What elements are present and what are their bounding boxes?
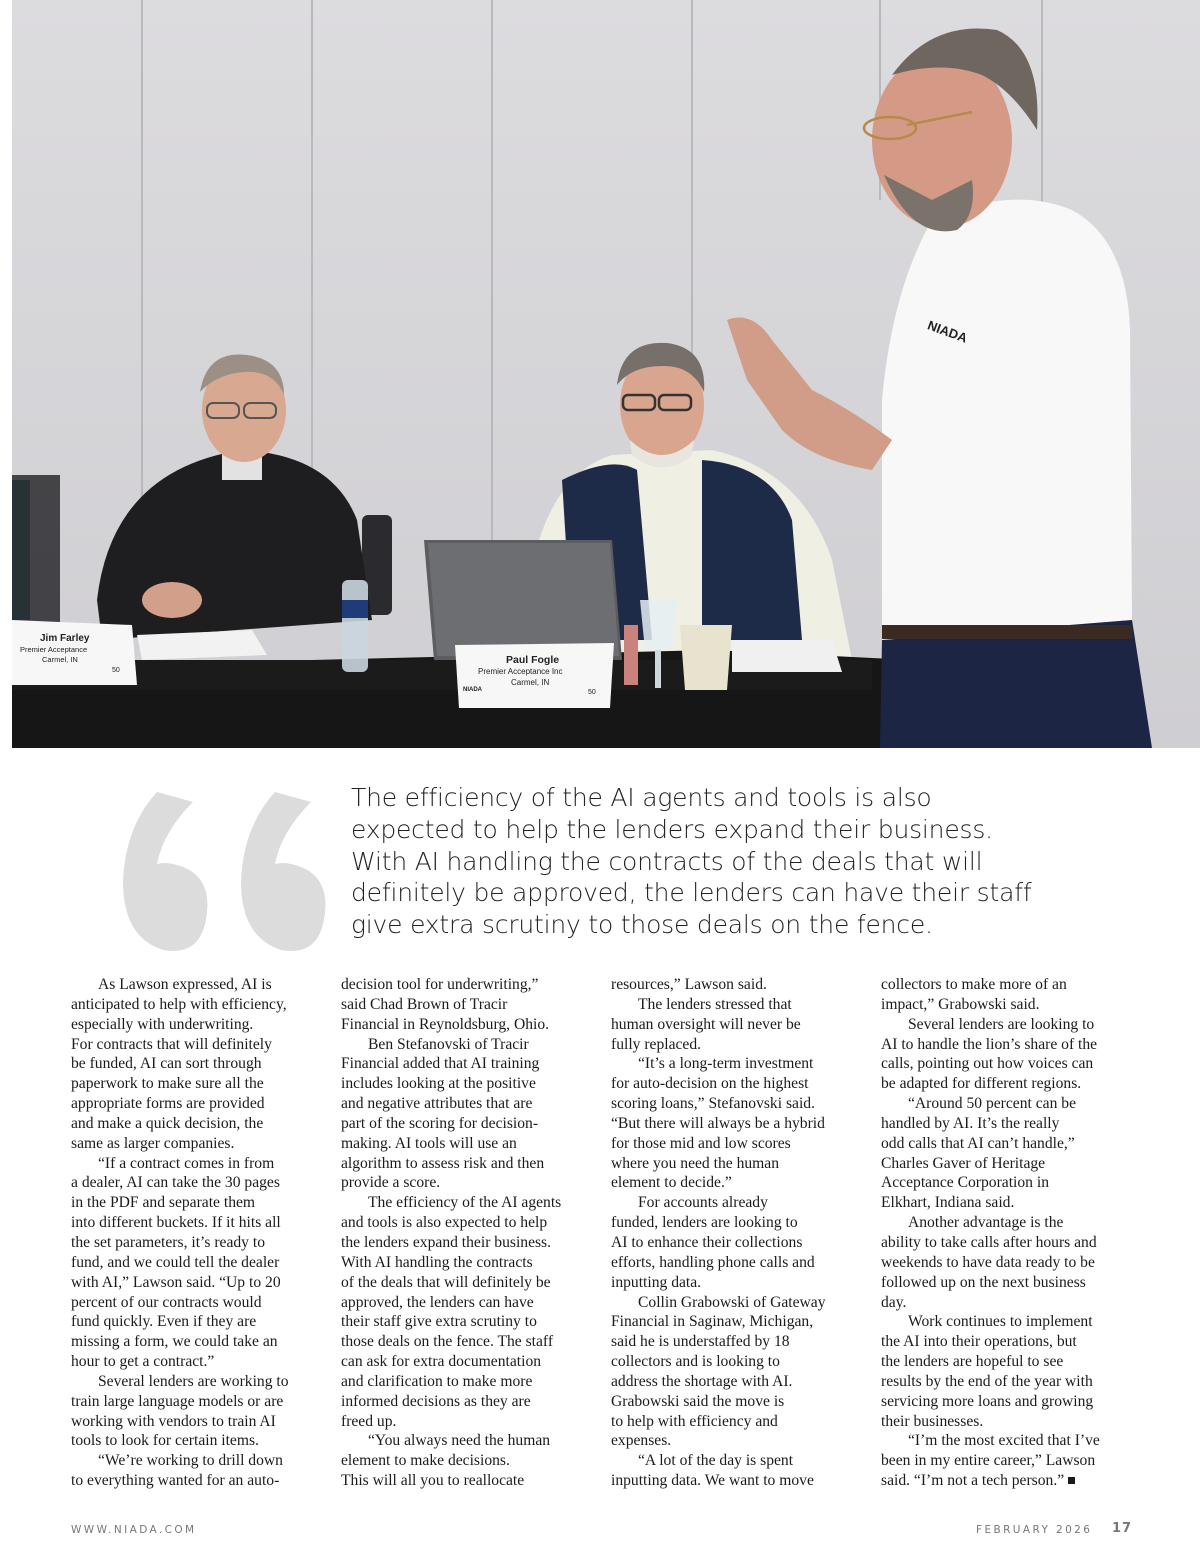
article-line: approved, the lenders can have [341, 1293, 534, 1311]
article-line: part of the scoring for decision- [341, 1114, 539, 1132]
article-line: those deals on the fence. The staff [341, 1333, 554, 1351]
article-line: “A lot of the day is spent [638, 1452, 794, 1470]
article-line: AI to enhance their collections [611, 1233, 803, 1251]
article-line: weekends to have data ready to be [881, 1253, 1095, 1271]
footer-website[interactable]: WWW.NIADA.COM [71, 1524, 197, 1536]
article-line: in the PDF and separate them [71, 1194, 256, 1212]
article-column-3 [611, 975, 863, 1491]
article-line: said he is understaffed by 18 [611, 1333, 790, 1351]
article-line: and make a quick decision, the [71, 1114, 264, 1132]
article-line: algorithm to assess risk and then [341, 1154, 545, 1172]
article-line: be adapted for different regions. [881, 1075, 1082, 1093]
article-line: element to decide.” [611, 1174, 732, 1192]
article-line: percent of our contracts would [71, 1293, 262, 1311]
article-line: with AI,” Lawson said. “Up to 20 [71, 1273, 281, 1291]
article-line: “But there will always be a hybrid [611, 1114, 825, 1132]
article-line: to everything wanted for an auto- [71, 1472, 280, 1490]
article-line: odd calls that AI can’t handle,” [881, 1134, 1075, 1152]
article-line: be funded, AI can sort through [71, 1055, 262, 1073]
article-line: For contracts that will definitely [71, 1035, 272, 1053]
article-line: inputting data. We want to move [611, 1472, 814, 1490]
article-line: The lenders stressed that [638, 995, 792, 1013]
article-line: address the shortage with AI. [611, 1372, 793, 1390]
article-line: collectors and is looking to [611, 1353, 780, 1371]
article-line: Several lenders are working to [98, 1372, 289, 1390]
article-line: their businesses. [881, 1412, 984, 1430]
article-line: element to make decisions. [341, 1452, 510, 1470]
article-line: AI to handle the lion’s share of the [881, 1035, 1098, 1053]
name-placard-right [455, 643, 614, 708]
page-number: 17 [1112, 1521, 1133, 1536]
article-line: for auto-decision on the highest [611, 1075, 809, 1093]
article-line: With AI handling the contracts [341, 1253, 533, 1271]
article-line: expenses. [611, 1432, 672, 1450]
article-line: day. [881, 1293, 907, 1311]
article-line: funded, lenders are looking to [611, 1214, 798, 1232]
article-line: impact,” Grabowski said. [881, 995, 1040, 1013]
article-column-4 [881, 975, 1133, 1491]
article-line: “Around 50 percent can be [908, 1095, 1076, 1113]
article-line: Acceptance Corporation in [881, 1174, 1049, 1192]
article-line: “If a contract comes in from [98, 1154, 275, 1172]
article-line: been in my entire career,” Lawson [881, 1452, 1096, 1470]
placard-left-number: 50 [112, 667, 120, 674]
article-line: same as larger companies. [71, 1134, 235, 1152]
article-line: especially with underwriting. [71, 1015, 254, 1033]
article-line: missing a form, we could take an [71, 1333, 278, 1351]
article-line: servicing more loans and growing [881, 1392, 1094, 1410]
article-line: Elkhart, Indiana said. [881, 1194, 1015, 1212]
article-line: a dealer, AI can take the 30 pages [71, 1174, 280, 1192]
quote-mark-icon [85, 752, 335, 962]
placard-left-city: Carmel, IN [42, 655, 78, 664]
pull-quote-line: The efficiency of the AI agents and tools is also [351, 783, 932, 812]
footer-issue-date: FEBRUARY 2026 [976, 1524, 1093, 1536]
article-line: paperwork to make sure all the [71, 1075, 264, 1093]
article-line: results by the end of the year with [881, 1372, 1093, 1390]
article-line: can ask for extra documentation [341, 1353, 542, 1371]
article-line: appropriate forms are provided [71, 1095, 265, 1113]
article-line: includes looking at the positive [341, 1075, 536, 1093]
article-line: decision tool for underwriting,” [341, 976, 539, 993]
article-line: ability to take calls after hours and [881, 1233, 1097, 1251]
article-line: informed decisions as they are [341, 1392, 531, 1410]
article-line: and clarification to make more [341, 1372, 533, 1390]
placard-left-name: Jim Farley [40, 633, 90, 644]
article-line: where you need the human [611, 1154, 780, 1172]
article-line: the AI into their operations, but [881, 1333, 1077, 1351]
article-line: the set parameters, it’s ready to [71, 1233, 265, 1251]
article-line: provide a score. [341, 1174, 441, 1192]
article-line: tools to look for certain items. [71, 1432, 259, 1450]
article-line: freed up. [341, 1412, 397, 1430]
article-line: Financial in Saginaw, Michigan, [611, 1313, 814, 1331]
article-line: their staff give extra scrutiny to [341, 1313, 537, 1331]
article-line: Another advantage is the [908, 1214, 1064, 1232]
article-line: the lenders expand their business. [341, 1233, 552, 1251]
article-line: making. AI tools will use an [341, 1134, 517, 1152]
article-line: “We’re working to drill down [98, 1452, 283, 1470]
article-line: into different buckets. If it hits all [71, 1214, 281, 1232]
article-line: resources,” Lawson said. [611, 976, 767, 993]
article-line: Collin Grabowski of Gateway [638, 1293, 826, 1311]
article-line: Ben Stefanovski of Tracir [368, 1035, 529, 1053]
article-line: to help with efficiency and [611, 1412, 778, 1430]
article-line: Several lenders are looking to [908, 1015, 1095, 1033]
pull-quote [351, 782, 1151, 941]
article-line: train large language models or are [71, 1392, 284, 1410]
article-line: the lenders are hopeful to see [881, 1353, 1064, 1371]
article-line: As Lawson expressed, AI is [98, 976, 272, 993]
article-line: and tools is also expected to help [341, 1214, 548, 1232]
article-line: Grabowski said the move is [611, 1392, 785, 1410]
article-line: hour to get a contract.” [71, 1353, 215, 1371]
article-column-2 [341, 975, 593, 1491]
placard-right-name: Paul Fogle [506, 654, 560, 666]
article-line: Financial added that AI training [341, 1055, 540, 1073]
article-line: followed up on the next business [881, 1273, 1086, 1291]
pull-quote-line: With AI handling the contracts of the deals that will [351, 846, 983, 876]
article-column-1 [71, 975, 323, 1491]
article-line: and negative attributes that are [341, 1095, 533, 1113]
pull-quote-line: give extra scrutiny to those deals on the fence. [351, 910, 933, 940]
article-line: The efficiency of the AI agents [368, 1194, 562, 1212]
article-line: of the deals that will definitely be [341, 1273, 551, 1291]
article-line: for those mid and low scores [611, 1134, 791, 1152]
name-placard-left [12, 620, 137, 685]
end-of-article-mark [1068, 1477, 1075, 1484]
article-line: human oversight will never be [611, 1015, 801, 1033]
placard-right-number: 50 [588, 689, 596, 696]
pull-quote-line: expected to help the lenders expand their business. [351, 814, 993, 844]
article-line: fund, and we could tell the dealer [71, 1253, 280, 1271]
shirt-logo: NIADA [925, 317, 970, 346]
article-line: scoring loans,” Stefanovski said. [611, 1095, 815, 1113]
article-line: said. “I’m not a tech person.” [881, 1471, 1133, 1491]
placard-right-logo: NIADA [463, 687, 482, 693]
article-line: said Chad Brown of Tracir [341, 995, 508, 1013]
article-line: Work continues to implement [908, 1313, 1093, 1331]
placard-left-company: Premier Acceptance [20, 645, 88, 654]
article-line: anticipated to help with efficiency, [71, 995, 287, 1013]
article-line: “I’m the most excited that I’ve [908, 1432, 1100, 1450]
article-line: For accounts already [638, 1194, 768, 1212]
article-line: “It’s a long-term investment [638, 1055, 814, 1073]
article-line: fund quickly. Even if they are [71, 1313, 257, 1331]
article-line: Financial in Reynoldsburg, Ohio. [341, 1015, 550, 1033]
article-line: handled by AI. It’s the really [881, 1114, 1060, 1132]
meeting-photo [12, 0, 1200, 748]
article-line: efforts, handling phone calls and [611, 1253, 815, 1271]
placard-right-city: Carmel, IN [511, 678, 550, 687]
article-line: fully replaced. [611, 1035, 702, 1053]
placard-right-company: Premier Acceptance Inc [478, 667, 563, 676]
article-line: Charles Gaver of Heritage [881, 1154, 1046, 1172]
article-line: “You always need the human [368, 1432, 551, 1450]
article-line: collectors to make more of an [881, 976, 1067, 993]
pull-quote-line: definitely be approved, the lenders can have their staff [351, 878, 1032, 908]
article-line: working with vendors to train AI [71, 1412, 276, 1430]
article-line: calls, pointing out how voices can [881, 1055, 1094, 1073]
article-line: inputting data. [611, 1273, 702, 1291]
article-line: This will all you to reallocate [341, 1472, 525, 1490]
